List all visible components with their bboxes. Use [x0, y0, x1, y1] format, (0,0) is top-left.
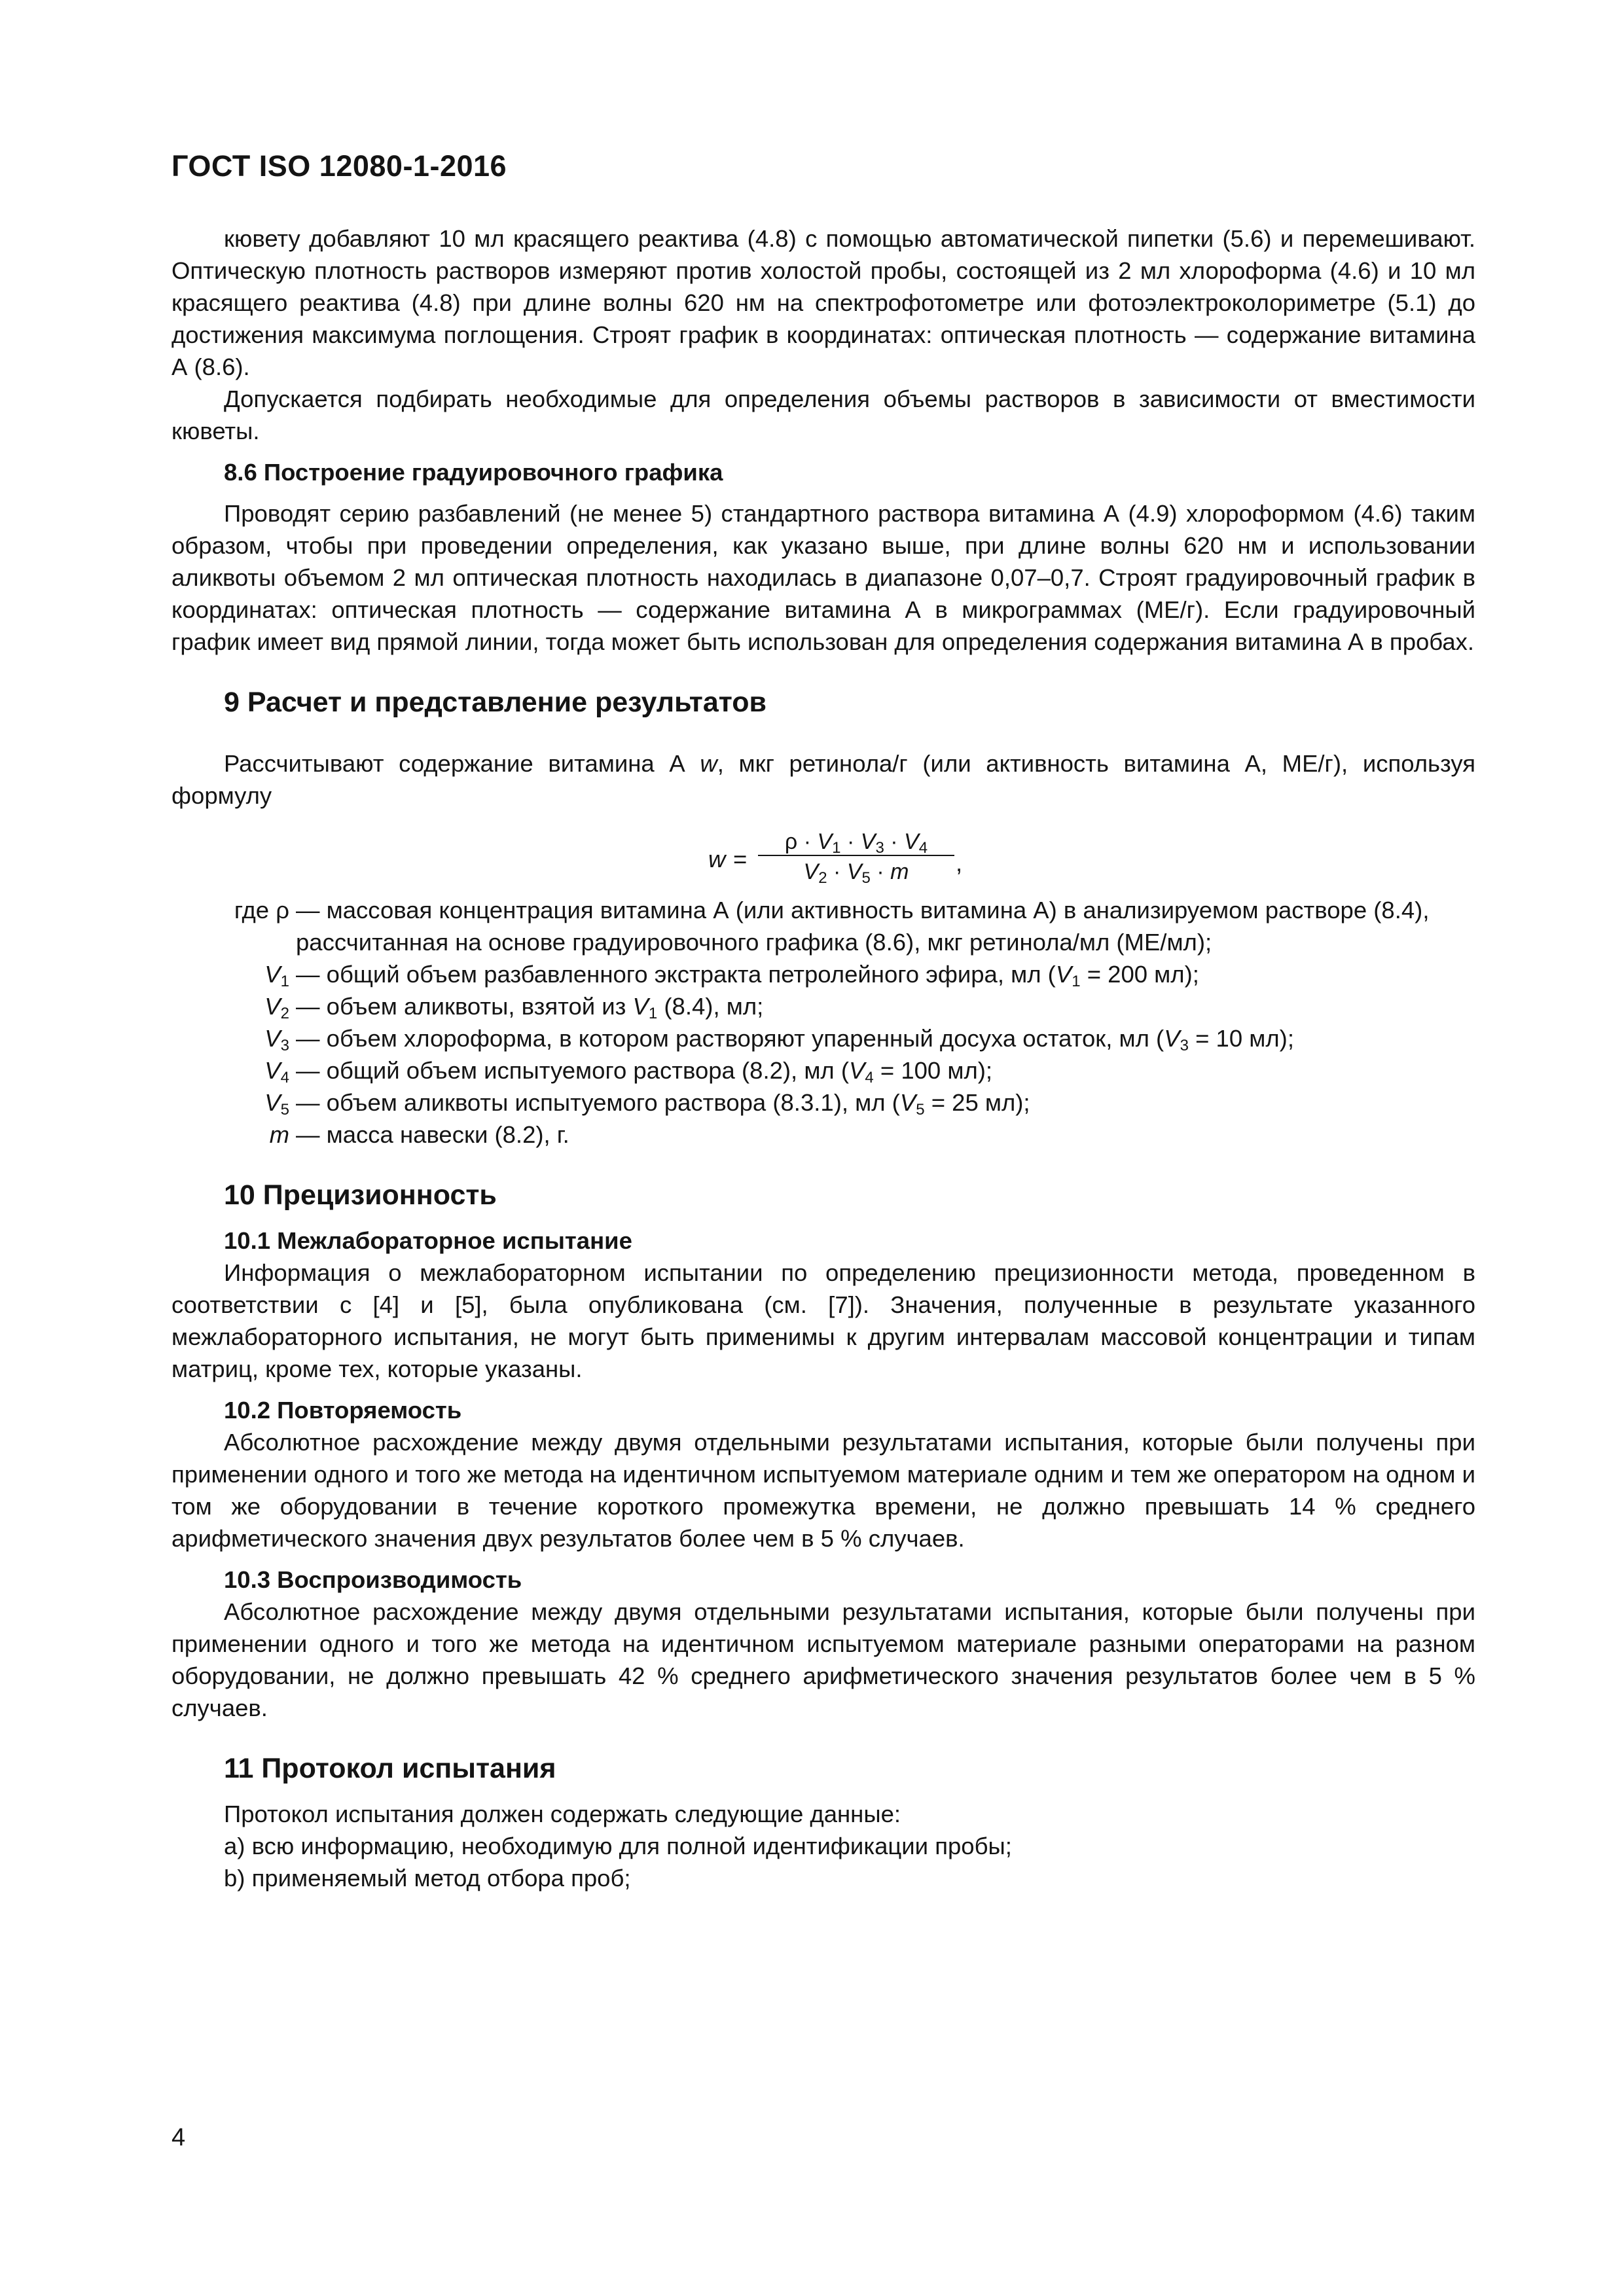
formula-dot: ·: [833, 859, 841, 884]
formula-rho: ρ: [784, 829, 798, 854]
legend-sub: 5: [916, 1101, 925, 1119]
heading-11: 11 Протокол испытания: [224, 1753, 556, 1784]
paragraph-volumes-note: Допускается подбирать необходимые для определения объемы растворов в зависимости от вместимости кюветы.: [171, 386, 1475, 444]
legend-sub: 3: [280, 1037, 289, 1054]
formula-lhs: w: [708, 846, 726, 872]
legend-v3: [171, 1022, 1475, 1054]
legend-v3-text-a: объем хлороформа, в котором растворяют упаренный досуха остаток, мл (: [326, 1025, 1164, 1052]
legend-v3-text-b: = 10 мл);: [1188, 1025, 1294, 1052]
legend-sub: 1: [280, 973, 289, 990]
legend-symbol: [171, 1054, 296, 1086]
legend-v2-text-b: (8.4), мл;: [657, 993, 764, 1020]
legend-sub: 1: [648, 1005, 658, 1022]
paragraph-9: [171, 747, 1475, 812]
legend-symbol: m: [269, 1121, 289, 1148]
list-item-b: b) применяемый метод отбора проб;: [224, 1865, 631, 1892]
formula-numerator: [758, 826, 954, 858]
page-number: 4: [171, 2124, 186, 2151]
formula-dot: ·: [846, 829, 855, 854]
document-body: [171, 223, 1475, 1894]
heading-10-2: 10.2 Повторяемость: [224, 1397, 462, 1424]
legend-symbol: [171, 958, 296, 990]
legend-V: V: [632, 993, 649, 1020]
formula-sub: 4: [918, 839, 928, 857]
legend-V: V: [264, 993, 281, 1020]
formula-denominator: [758, 856, 954, 888]
legend-symbol: где ρ: [234, 897, 289, 924]
formula: [171, 818, 1475, 889]
formula-V: V: [803, 859, 819, 884]
legend-v2: [171, 990, 1475, 1022]
formula-sub: 2: [818, 869, 827, 887]
paragraph-9-symbol-w: w: [700, 750, 717, 777]
legend-m-text: масса навески (8.2), г.: [326, 1121, 569, 1148]
legend-V: V: [264, 1057, 281, 1084]
paragraph-9-text-a: Рассчитывают содержание витамина А: [224, 750, 685, 777]
legend-sub: 1: [1072, 973, 1081, 990]
paragraph-8-6: Проводят серию разбавлений (не менее 5) стандартного раствора витамина А (4.9) хлороформом (4.6) таким образом, чтобы при проведении определения, как указано выше, при длине волны 620 нм и использовании аликвоты объемом 2 мл оптическая плотность находилась в диапазоне 0,07–0,7. Строят градуировочный график в координатах: оптическая плотность — содержание витамина А в микрограммах (МЕ/г). Если градуировочный график имеет вид прямой линии, тогда может быть использован для определения содержания витамина А в пробах.: [171, 500, 1475, 655]
legend-v1: [171, 958, 1475, 990]
legend-text: — объем хлороформа, в котором растворяют упаренный досуха остаток, мл ($V_3 = 10$ мл);: [296, 1025, 1294, 1054]
heading-10-3: 10.3 Воспроизводимость: [224, 1566, 522, 1593]
legend-V: V: [849, 1057, 865, 1084]
paragraph-10-2: Абсолютное расхождение между двумя отдельными результатами испытания, которые были получены при применении одного и того же метода на идентичном испытуемом материале одним и тем же оператором на одном и том же оборудовании в течение короткого промежутка времени, не должно превышать 14 % среднего арифметического значения двух результатов более чем в 5 % случаев.: [171, 1429, 1475, 1552]
paragraph-9-text-b: , мкг ретинола/г (или активность витамина А, МЕ/г), используя формулу: [171, 750, 1475, 809]
legend-sub: 5: [280, 1101, 289, 1119]
legend-v4-text-a: общий объем испытуемого раствора (8.2), мл (: [326, 1057, 850, 1084]
legend-v4: [171, 1054, 1475, 1086]
formula-V: V: [817, 829, 833, 854]
formula-V: V: [846, 859, 862, 884]
legend-sub: 4: [280, 1069, 289, 1086]
legend-v1-text-b: = 200 мл);: [1080, 961, 1199, 988]
legend-text: — объем аликвоты испытуемого раствора (8.3.1), мл ($V_5 = 25$ мл);: [296, 1089, 1030, 1119]
legend-v1-text-a: общий объем разбавленного экстракта петролейного эфира, мл (: [326, 961, 1056, 988]
legend-text: — массовая концентрация витамина А (или активность витамина А) в анализируемом растворе (8.4), рассчитанная на основе градуировочного графика (8.6), мкг ретинола/мл (МЕ/мл);: [296, 897, 1430, 956]
legend-V: V: [264, 1025, 281, 1052]
legend-v2-text-a: объем аликвоты, взятой из: [326, 993, 633, 1020]
legend-sub: 3: [1180, 1037, 1189, 1054]
formula-dot: ·: [803, 829, 812, 854]
list-item-a: а) всю информацию, необходимую для полной идентификации пробы;: [224, 1833, 1012, 1859]
formula-V: V: [904, 829, 919, 854]
heading-9: 9 Расчет и представление результатов: [224, 687, 767, 718]
formula-sub: 5: [861, 869, 871, 887]
legend-symbol: [171, 990, 296, 1022]
legend-v5-text-a: объем аликвоты испытуемого раствора (8.3.1), мл (: [326, 1089, 900, 1116]
paragraph-10-1: Информация о межлабораторном испытании по определению прецизионности метода, проведенном в соответствии с [4] и [5], была опубликована (см. [7]). Значения, полученные в результате указанного межлабораторного испытания, не могут быть применимы к другим интервалам массовой концентрации и типам матриц, кроме тех, которые указаны.: [171, 1259, 1475, 1382]
heading-8-6: 8.6 Построение градуировочного графика: [224, 459, 723, 486]
legend-text: — общий объем разбавленного экстракта петролейного эфира, мл ($V_1 = 200$ мл);: [296, 961, 1199, 990]
legend-V: V: [899, 1089, 916, 1116]
formula-equals: =: [733, 846, 748, 872]
formula-m: m: [890, 859, 909, 884]
legend-sub: 4: [865, 1069, 874, 1086]
formula-sub: 3: [875, 839, 884, 857]
legend-V: V: [264, 961, 281, 988]
paragraph-continuation: кювету добавляют 10 мл красящего реактива (4.8) с помощью автоматической пипетки (5.6) и перемешивают. Оптическую плотность растворов измеряют против холостой пробы, состоящей из 2 мл хлороформа (4.6) и 10 мл красящего реактива (4.8) при длине волны 620 нм на спектрофотометре или фотоэлектроколориметре (5.1) до достижения максимума поглощения. Строят график в координатах: оптическая плотность — содержание витамина А (8.6).: [171, 225, 1475, 380]
legend-v5-text-b: = 25 мл);: [924, 1089, 1030, 1116]
legend-v5: [171, 1086, 1475, 1119]
formula-sub: 1: [832, 839, 841, 857]
legend-text: — масса навески (8.2), г.: [296, 1121, 569, 1148]
legend-rho: [171, 894, 1475, 958]
formula-comma: ,: [956, 850, 963, 876]
legend-V: V: [1164, 1025, 1180, 1052]
legend-symbol: [171, 1022, 296, 1054]
legend-rho-text: массовая концентрация витамина А (или активность витамина А) в анализируемом растворе (8.4), рассчитанная на основе градуировочного графика (8.6), мкг ретинола/мл (МЕ/мл);: [296, 897, 1430, 956]
legend-V: V: [1055, 961, 1072, 988]
paragraph-10-3: Абсолютное расхождение между двумя отдельными результатами испытания, которые были получены при применении одного и того же метода на идентичном испытуемом материале разными операторами на разном оборудовании, не должно превышать 42 % среднего арифметического значения результатов более чем в 5 % случаев.: [171, 1598, 1475, 1721]
legend-v4-text-b: = 100 мл);: [873, 1057, 993, 1084]
legend-text: — объем аликвоты, взятой из $V_1$ (8.4), мл;: [296, 993, 764, 1022]
legend-text: — общий объем испытуемого раствора (8.2), мл ($V_4 = 100$ мл);: [296, 1057, 993, 1086]
formula-dot: ·: [876, 859, 884, 884]
formula-V: V: [860, 829, 876, 854]
legend-V: V: [264, 1089, 281, 1116]
document-header: ГОСТ ISO 12080-1-2016: [171, 149, 507, 183]
legend-m: [171, 1119, 1475, 1151]
legend-sub: 2: [280, 1005, 289, 1022]
legend-symbol: [171, 1086, 296, 1119]
heading-10-1: 10.1 Межлабораторное испытание: [224, 1227, 632, 1254]
heading-10: 10 Прецизионность: [224, 1179, 497, 1211]
formula-dot: ·: [890, 829, 898, 854]
paragraph-11: Протокол испытания должен содержать следующие данные:: [224, 1801, 901, 1827]
